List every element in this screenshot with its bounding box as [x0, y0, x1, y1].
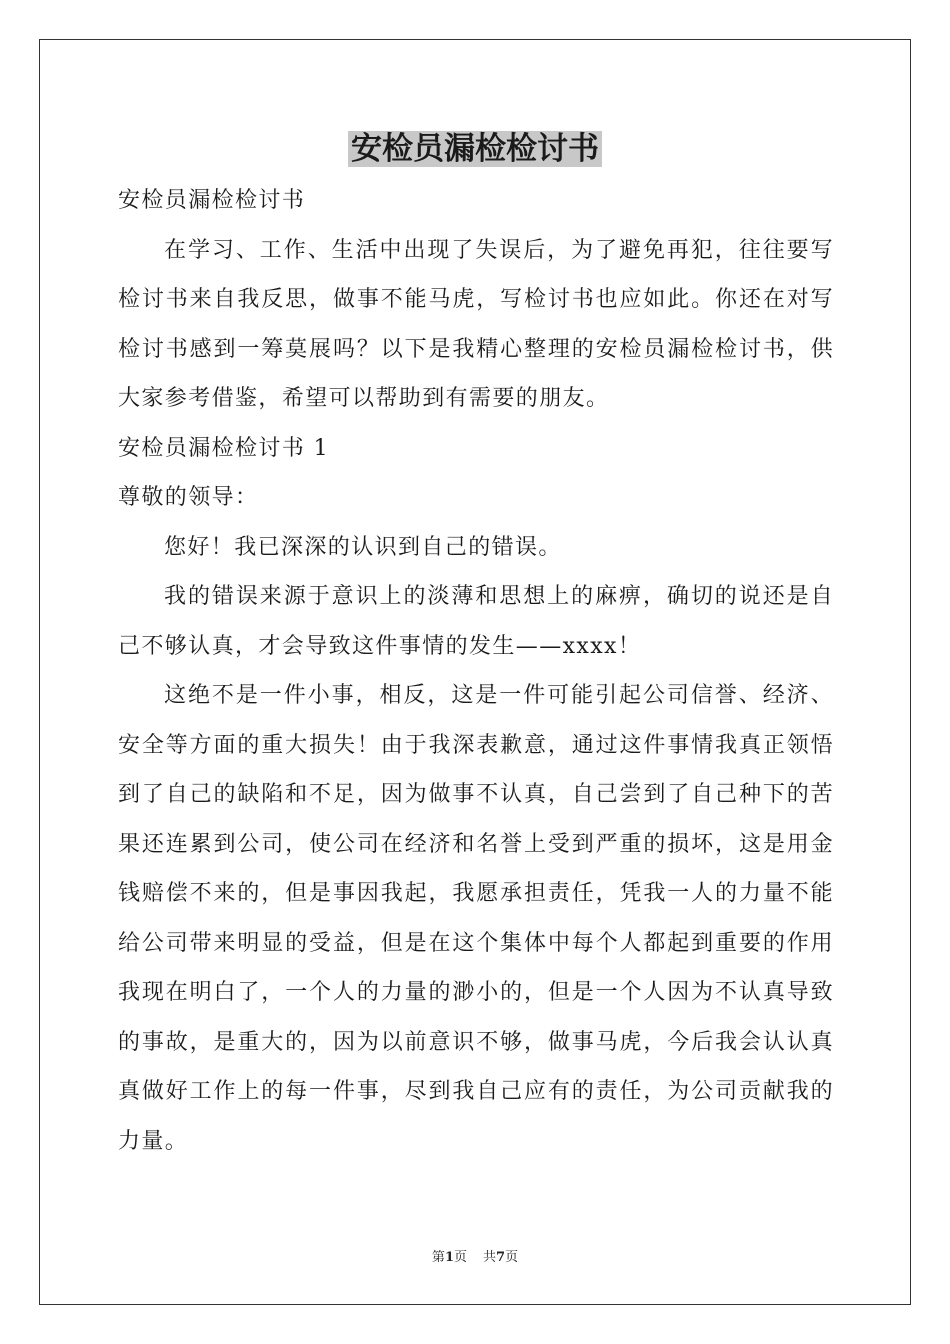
- page-total: 7: [496, 1250, 506, 1265]
- paragraph: 您好！我已深深的认识到自己的错误。: [164, 534, 562, 560]
- page-suffix: 页: [453, 1250, 467, 1265]
- paragraph: 安检员漏检检讨书 1: [118, 435, 329, 461]
- page-footer: [0, 1246, 950, 1265]
- document-body: [118, 176, 834, 1166]
- paragraph: 尊敬的领导：: [118, 485, 259, 510]
- total-suffix: 页: [505, 1250, 519, 1265]
- page-prefix: 第: [431, 1250, 445, 1265]
- paragraph: 我的错误来源于意识上的淡薄和思想上的麻痹，确切的说还是自己不够认真，才会导致这件事情的发生——xxxx！: [118, 584, 834, 659]
- paragraph: 这绝不是一件小事，相反，这是一件可能引起公司信誉、经济、安全等方面的重大损失！由于我深表歉意，通过这件事情我真正领悟到了自己的缺陷和不足，因为做事不认真，自己尝到了自己种下的苦果还连累到公司，使公司在经济和名誉上受到严重的损坏，这是用金钱赔偿不来的，但是事因我起，我愿承担责任，凭我一人的力量不能给公司带来明显的受益，但是在这个集体中每个人都起到重要的作用我现在明白了，一个人的力量的渺小的，但是一个人因为不认真导致的事故，是重大的，因为以前意识不够，做事马虎，今后我会认认真真做好工作上的每一件事，尽到我自己应有的责任，为公司贡献我的力量。: [118, 683, 834, 1154]
- document-title: [0, 128, 950, 170]
- paragraph: 在学习、工作、生活中出现了失误后，为了避免再犯，往往要写检讨书来自我反思，做事不能马虎，写检讨书也应如此。你还在对写检讨书感到一筹莫展吗？以下是我精心整理的安检员漏检检讨书，供大家参考借鉴，希望可以帮助到有需要的朋友。: [118, 237, 834, 411]
- page-current: 1: [444, 1250, 454, 1265]
- document-title-text: 安检员漏检检讨书: [348, 131, 602, 167]
- paragraph: 安检员漏检检讨书: [118, 188, 306, 213]
- total-prefix: 共: [483, 1250, 497, 1265]
